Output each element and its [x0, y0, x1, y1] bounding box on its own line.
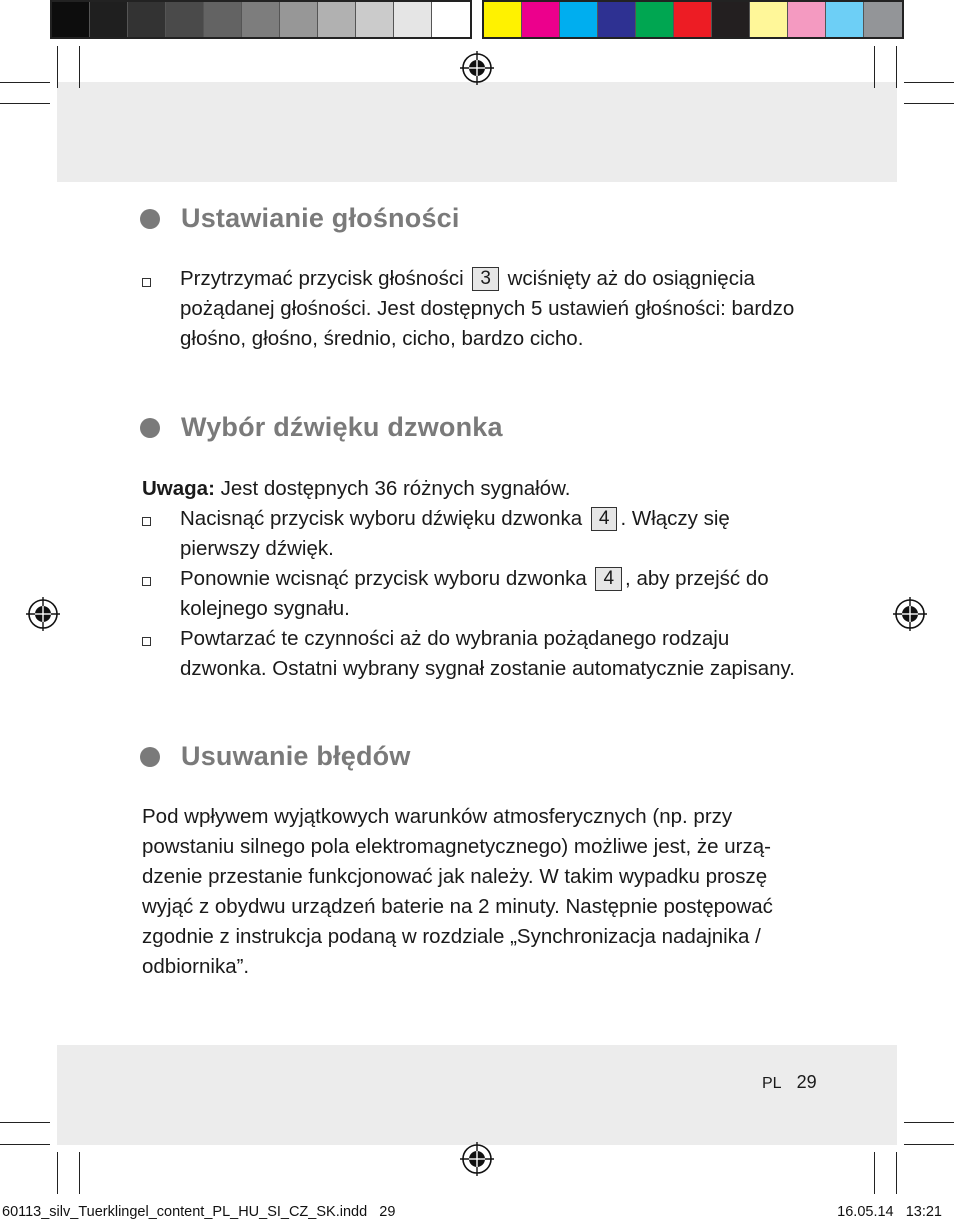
page-footer	[762, 1072, 817, 1093]
text-line: pierwszy dźwięk.	[180, 537, 334, 560]
list-item	[180, 564, 769, 624]
crop-mark	[79, 1152, 80, 1194]
crop-mark	[0, 1144, 50, 1145]
registration-mark-icon	[893, 597, 927, 631]
crop-mark	[896, 1152, 897, 1194]
text-line: kolejnego sygnału.	[180, 597, 350, 620]
crop-mark	[57, 46, 58, 88]
color-swatch	[674, 2, 712, 37]
color-swatch	[242, 2, 280, 37]
color-swatch	[712, 2, 750, 37]
list-item	[180, 264, 794, 354]
text-line: Powtarzać te czynności aż do wybrania pożądanego rodzaju	[180, 627, 730, 650]
heading-text: Ustawianie głośności	[181, 203, 460, 233]
color-swatch	[826, 2, 864, 37]
registration-mark-icon	[460, 1142, 494, 1176]
checkbox-bullet-icon	[142, 577, 151, 586]
section-heading-volume	[140, 203, 460, 234]
text-line: dzwonka. Ostatni wybrany sygnał zostanie automatycznie zapisany.	[180, 657, 795, 680]
text-segment: . Włączy się	[620, 507, 730, 530]
text-line	[180, 264, 794, 294]
note	[142, 474, 570, 504]
color-swatch	[522, 2, 560, 37]
slug-date: 16.05.14	[837, 1204, 894, 1220]
text-line	[180, 564, 769, 594]
text-line: pożądanej głośności. Jest dostępnych 5 ustawień głośności: bardzo	[180, 297, 795, 320]
registration-mark-icon	[26, 597, 60, 631]
slug-file-info	[2, 1204, 395, 1220]
button-reference-badge: 4	[595, 567, 622, 591]
color-swatch	[750, 2, 788, 37]
text-line: dzenie przestanie funkcjonować jak należy. W takim wypadku proszę	[142, 865, 768, 888]
heading-text: Usuwanie błędów	[181, 741, 411, 771]
process-color-bar	[482, 0, 904, 39]
heading-bullet-icon	[140, 209, 160, 229]
troubleshooting-paragraph	[142, 802, 773, 982]
checkbox-bullet-icon	[142, 517, 151, 526]
slug-time: 13:21	[905, 1204, 942, 1220]
color-swatch	[432, 2, 470, 37]
crop-mark	[0, 1122, 50, 1123]
color-swatch	[788, 2, 826, 37]
button-reference-badge: 4	[591, 507, 618, 531]
crop-mark	[57, 1152, 58, 1194]
text-segment: Nacisnąć przycisk wyboru dźwięku dzwonka	[180, 507, 583, 530]
crop-mark	[904, 1144, 954, 1145]
text-segment: Ponownie wcisnąć przycisk wyboru dzwonka	[180, 567, 587, 590]
color-swatch	[484, 2, 522, 37]
color-swatch	[864, 2, 902, 37]
crop-mark	[904, 1122, 954, 1123]
section-heading-ringtone	[140, 412, 503, 443]
text-line: wyjąć z obydwu urządzeń baterie na 2 minuty. Następnie postępować	[142, 895, 773, 918]
slug-date-info	[837, 1204, 942, 1220]
crop-mark	[904, 82, 954, 83]
color-swatch	[636, 2, 674, 37]
checkbox-bullet-icon	[142, 637, 151, 646]
slug-file-page: 29	[379, 1204, 396, 1220]
footer-band	[57, 1045, 897, 1145]
crop-mark	[0, 103, 50, 104]
section-heading-troubleshooting	[140, 741, 411, 772]
heading-text: Wybór dźwięku dzwonka	[181, 412, 503, 442]
text-segment: Przytrzymać przycisk głośności	[180, 267, 464, 290]
text-line: Pod wpływem wyjątkowych warunków atmosferycznych (np. przy	[142, 805, 733, 828]
note-label: Uwaga:	[142, 477, 215, 500]
slug-filename: 60113_silv_Tuerklingel_content_PL_HU_SI_CZ_SK.indd	[2, 1204, 368, 1220]
checkbox-bullet-icon	[142, 278, 151, 287]
color-swatch	[52, 2, 90, 37]
footer-language: PL	[762, 1075, 782, 1092]
color-swatch	[394, 2, 432, 37]
text-segment: , aby przejść do	[625, 567, 769, 590]
crop-mark	[904, 103, 954, 104]
color-swatch	[598, 2, 636, 37]
color-swatch	[166, 2, 204, 37]
grayscale-color-bar	[50, 0, 472, 39]
text-line: odbiornika”.	[142, 955, 250, 978]
crop-mark	[896, 46, 897, 88]
crop-mark	[874, 1152, 875, 1194]
footer-page-number: 29	[796, 1072, 817, 1092]
text-line: powstaniu silnego pola elektromagnetycznego) możliwe jest, że urzą-	[142, 835, 771, 858]
color-swatch	[90, 2, 128, 37]
color-swatch	[204, 2, 242, 37]
color-swatch	[128, 2, 166, 37]
button-reference-badge: 3	[472, 267, 499, 291]
heading-bullet-icon	[140, 418, 160, 438]
text-line: głośno, głośno, średnio, cicho, bardzo cicho.	[180, 327, 584, 350]
crop-mark	[79, 46, 80, 88]
crop-mark	[874, 46, 875, 88]
note-text: Jest dostępnych 36 różnych sygnałów.	[220, 477, 571, 500]
registration-mark-icon	[460, 51, 494, 85]
crop-mark	[0, 82, 50, 83]
color-swatch	[560, 2, 598, 37]
list-item	[180, 504, 730, 564]
color-swatch	[280, 2, 318, 37]
text-line	[180, 504, 730, 534]
color-swatch	[318, 2, 356, 37]
color-swatch	[356, 2, 394, 37]
text-line: zgodnie z instrukcja podaną w rozdziale „Synchronizacja nadajnika /	[142, 925, 761, 948]
text-segment: wciśnięty aż do osiągnięcia	[507, 267, 755, 290]
list-item	[180, 624, 795, 684]
heading-bullet-icon	[140, 747, 160, 767]
header-band	[57, 82, 897, 182]
